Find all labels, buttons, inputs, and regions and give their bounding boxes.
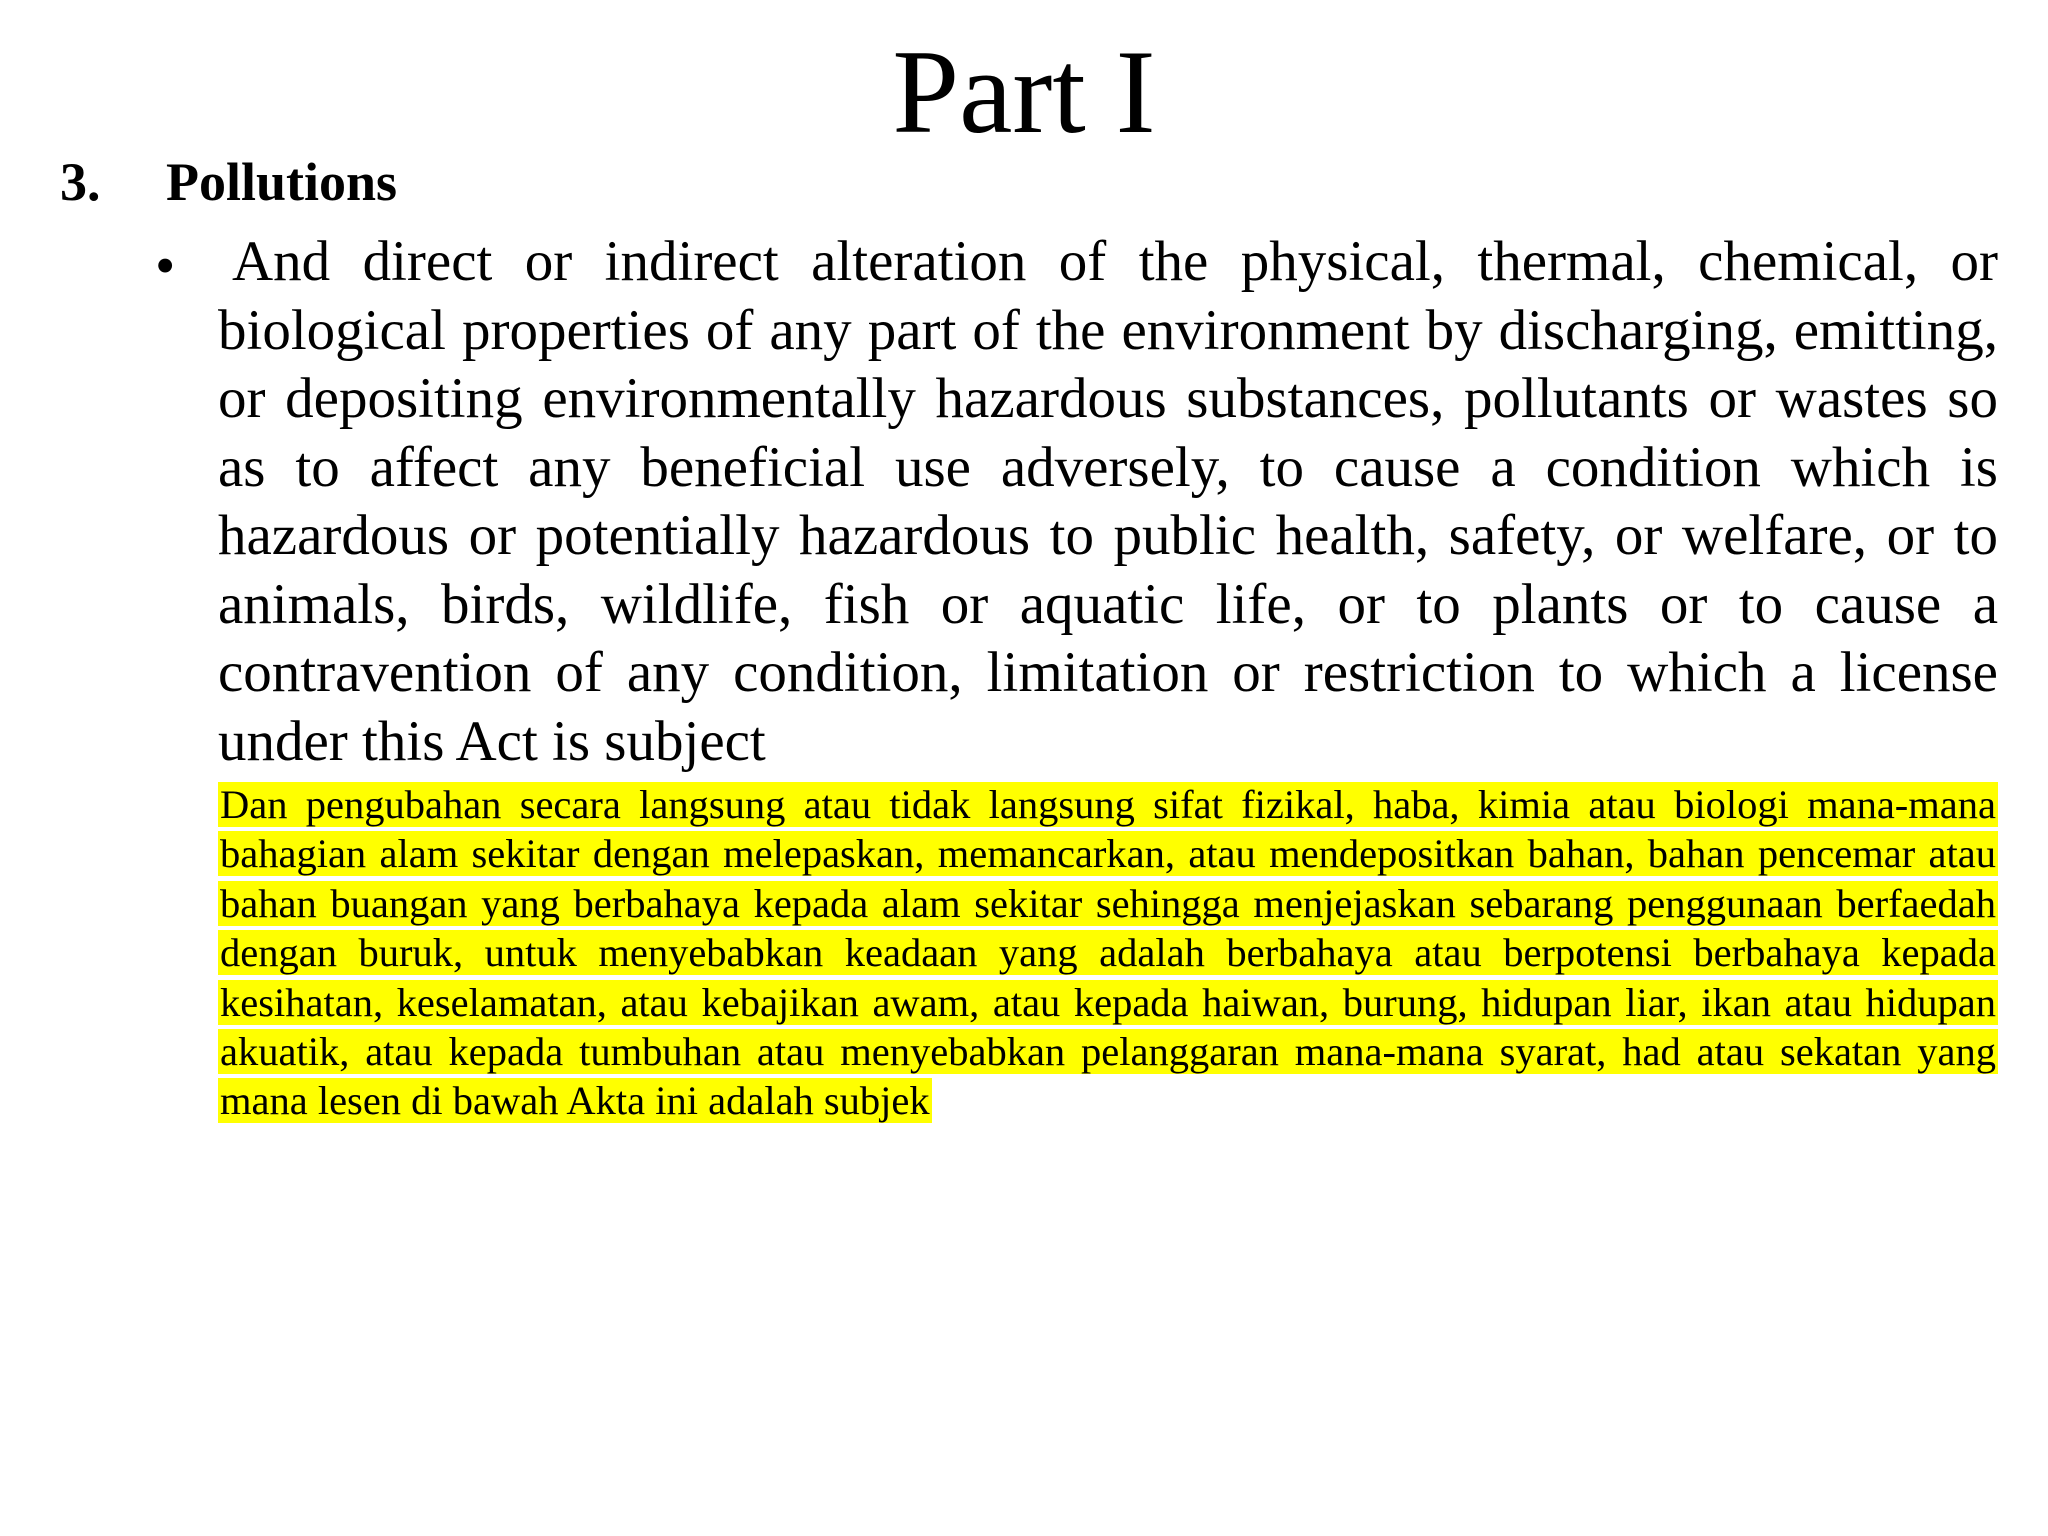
section-number: 3. xyxy=(60,152,101,212)
slide-title: Part I xyxy=(892,25,1156,158)
section-heading xyxy=(60,150,397,214)
bullet-marker: • xyxy=(155,233,176,298)
definition-text-english: And direct or indirect alteration of the physical, thermal, chemical, or biological properties of any part of the environment by discharging, emitting, or depositing environmentally hazardous substances, pollutants or wastes so as to affect any beneficial use adversely, to cause a condition which is hazardous or potentially hazardous to public health, safety, or welfare, or to animals, birds, wildlife, fish or aquatic life, or to plants or to cause a contravention of any condition, limitation or restriction to which a license under this Act is subject xyxy=(218,230,1998,773)
section-heading-label: Pollutions xyxy=(166,152,398,212)
definition-text-malay xyxy=(218,780,1998,1126)
highlighted-translation: Dan pengubahan secara langsung atau tidak langsung sifat fizikal, haba, kimia atau biologi mana-mana bahagian alam sekitar dengan melepaskan, memancarkan, atau mendepositkan bahan, bahan pencemar atau bahan buangan yang berbahaya kepada alam sekitar sehingga menjejaskan sebarang penggunaan berfaedah dengan buruk, untuk menyebabkan keadaan yang adalah berbahaya atau berpotensi berbahaya kepada kesihatan, keselamatan, atau kebajikan awam, atau kepada haiwan, burung, hidupan liar, ikan atau hidupan akuatik, atau kepada tumbuhan atau menyebabkan pelanggaran mana-mana syarat, had atau sekatan yang mana lesen di bawah Akta ini adalah subjek xyxy=(220,782,1996,1124)
